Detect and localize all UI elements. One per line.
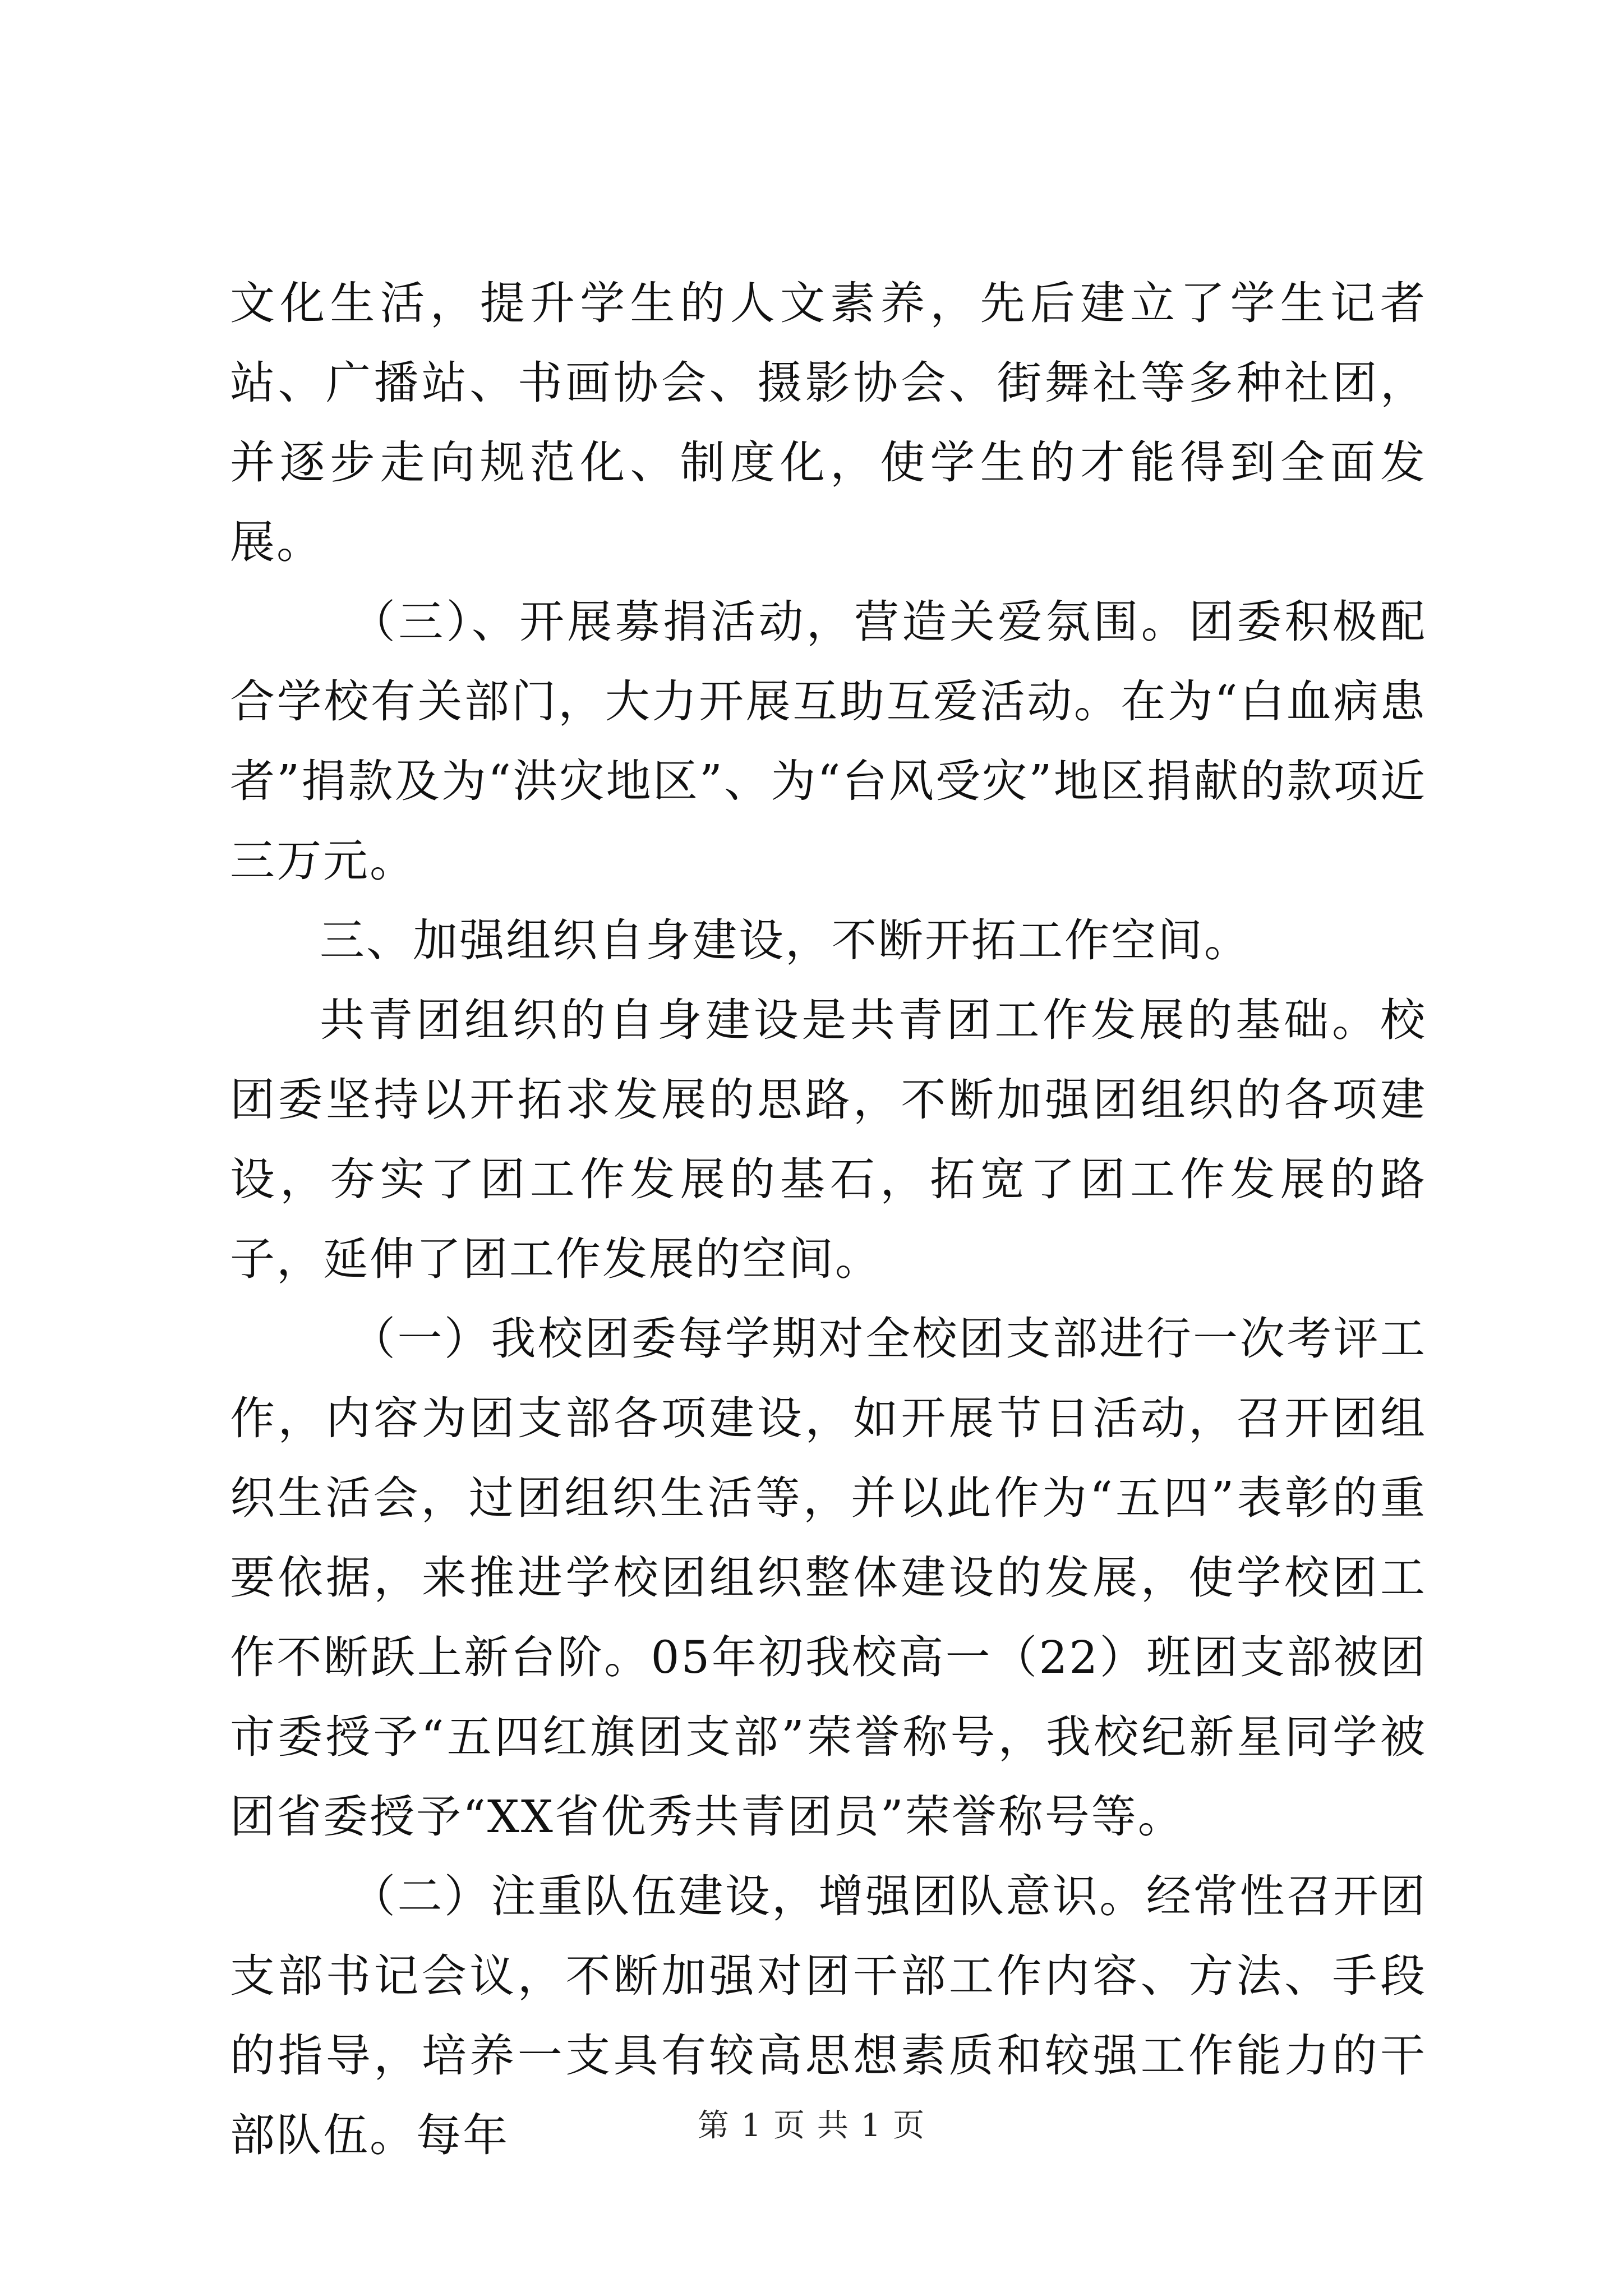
paragraph-evaluation: （一）我校团委每学期对全校团支部进行一次考评工作，内容为团支部各项建设，如开展节日活动，召开团组织生活会，过团组织生活等，并以此作为“五四”表彰的重要依据，来推进学校团组织整体建设的发展，使学校团工作不断跃上新台阶。05年初我校高一（22）班团支部被团市委授予“五四红旗团支部”荣誉称号，我校纪新星同学被团省委授予“XX省优秀共青团员”荣誉称号等。 [230, 1313, 1427, 1843]
paragraph-team-building: （二）注重队伍建设，增强团队意识。经常性召开团支部书记会议，不断加强对团干部工作内容、方法、手段的指导，培养一支具有较高思想素质和较强工作能力的干部队伍。每年 [230, 1870, 1427, 2161]
section-heading-organization: 三、加强组织自身建设，不断开拓工作空间。 [320, 914, 1251, 967]
paragraph-fundraising: （三）、开展募捐活动，营造关爱氛围。团委积极配合学校有关部门，大力开展互助互爱活动。在为“白血病患者”捐款及为“洪灾地区”、为“台风受灾”地区捐献的款项近三万元。 [230, 596, 1427, 887]
paragraph-continuation: 文化生活，提升学生的人文素养，先后建立了学生记者站、广播站、书画协会、摄影协会、街舞社等多种社团，并逐步走向规范化、制度化，使学生的才能得到全面发展。 [230, 277, 1427, 568]
paragraph-self-building: 共青团组织的自身建设是共青团工作发展的基础。校团委坚持以开拓求发展的思路，不断加强团组织的各项建设，夯实了团工作发展的基石，拓宽了团工作发展的路子，延伸了团工作发展的空间。 [230, 994, 1427, 1285]
page-footer: 第 1 页 共 1 页 [697, 2108, 926, 2144]
document-body [230, 264, 1427, 2175]
